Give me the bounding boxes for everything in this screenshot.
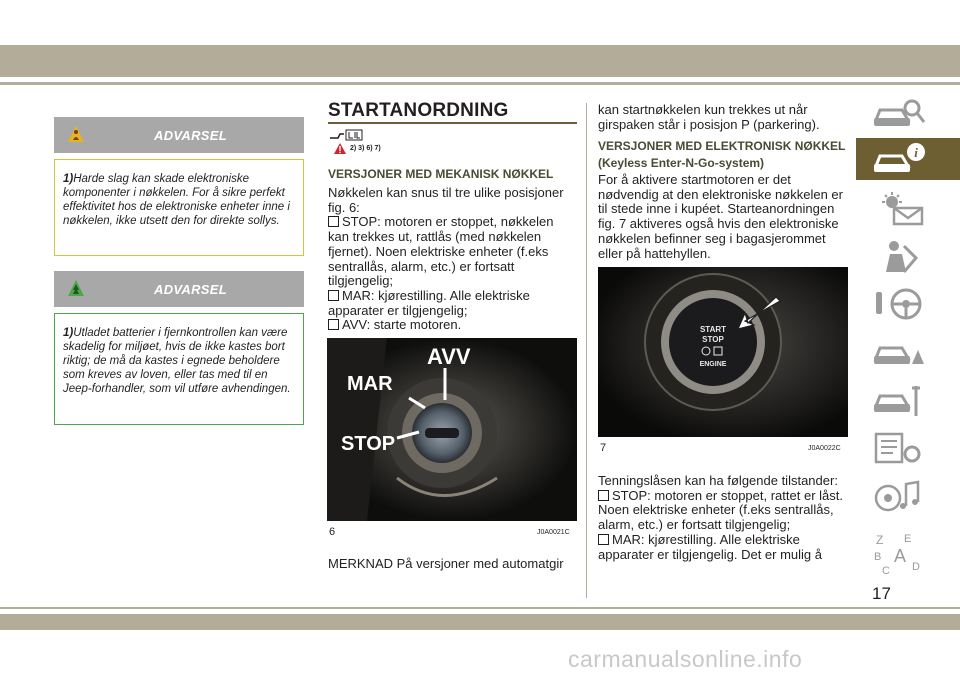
checkbox-icon [328, 290, 339, 301]
svg-text:D: D [912, 561, 920, 573]
tab-car-search[interactable] [856, 92, 960, 134]
airbag-warning-icon [64, 122, 88, 146]
list-item: MAR: kjørestilling. Alle elektriske apparater er tilgjengelig; [328, 287, 530, 318]
button-start: START [699, 325, 727, 334]
top-rule [0, 82, 960, 85]
figure-7-number: 7 [600, 442, 607, 454]
tab-specs[interactable] [856, 426, 960, 468]
mech-heading: VERSJONER MED MEKANISK NØKKEL [328, 167, 554, 181]
svg-text:E: E [904, 533, 912, 545]
warning-refs: 2) 3) 6) 7) [350, 145, 381, 152]
checkbox-icon [328, 216, 339, 227]
note-continued: kan startnøkkelen kun trekkes ut når girspaken står i posisjon P (parkering). [598, 102, 820, 132]
column-divider [586, 103, 587, 598]
section-title: STARTANORDNING [328, 100, 509, 121]
svg-text:i: i [914, 145, 918, 160]
figure-6-number: 6 [329, 526, 336, 538]
elec-intro: For å aktivere startmotoren er det nødvendig at den elektroniske nøkkelen er til stede inne i kupéet. Starteanordningen fig. 7 aktiveres også hvis den elektroniske nøkkelen befinner seg i bagasjerommet eller på hattehyllen. [598, 172, 843, 261]
figure-6-code: J0A0021C [537, 529, 570, 536]
checkbox-icon [598, 534, 609, 545]
key-manual-icon [328, 128, 364, 142]
tab-emergency[interactable] [856, 330, 960, 372]
top-band [0, 45, 960, 77]
checkbox-icon [328, 319, 339, 330]
warning-lights-icon [872, 190, 928, 226]
car-search-icon [872, 96, 928, 132]
tab-warning-lights[interactable] [856, 186, 960, 228]
warning-ref: 1) [63, 327, 74, 339]
warning-text: Harde slag kan skade elektroniske komponenter i nøkkelen. For å sikre perfekt effektivitet hos de elektroniske enheter inne i nøkkelen, ikke utsett den for direkte sollys. [63, 173, 290, 227]
car-info-icon [872, 142, 928, 178]
fig6-label-stop: STOP [341, 433, 396, 455]
warning-title: ADVARSEL [154, 128, 227, 143]
index-icon [872, 530, 928, 576]
svg-text:Z: Z [876, 533, 884, 547]
note-text: MERKNAD På versjoner med automatgir [328, 556, 564, 571]
fig6-label-avv: AVV [427, 344, 471, 369]
button-engine: ENGINE [699, 361, 727, 368]
tab-index[interactable] [856, 526, 960, 576]
bottom-rule [0, 607, 960, 609]
tab-car-info[interactable] [856, 138, 960, 180]
button-stop: STOP [702, 335, 724, 344]
list-item: AVV: starte motoren. [328, 318, 578, 333]
warning-body-1 [54, 159, 304, 256]
mech-text [328, 186, 578, 333]
list-item: STOP: motoren er stoppet, nøkkelen kan trekkes ut, rattlås (med nøkkelen fjernet). Noen elektriske enheter (f.eks sentrallås, alarm, etc.) er fortsatt tilgjengelig; [328, 214, 554, 289]
list-item: MAR: kjørestilling. Alle elektriske apparater er tilgjengelig. Det er mulig å [598, 531, 823, 562]
tab-safety[interactable] [856, 234, 960, 276]
tab-driving[interactable] [856, 282, 960, 324]
mech-intro: Nøkkelen kan snus til tre ulike posisjoner fig. 6: [328, 185, 564, 215]
elec-subheading: (Keyless Enter-N-Go-system) [598, 156, 765, 170]
elec-heading: VERSJONER MED ELEKTRONISK NØKKEL [598, 139, 846, 153]
states-text [598, 474, 848, 562]
safety-icon [872, 238, 928, 274]
multimedia-icon [872, 478, 928, 514]
figure-6-photo [327, 338, 577, 521]
title-rule [328, 122, 577, 124]
danger-triangle-icon [334, 143, 346, 155]
warning-text: Utladet batterier i fjernkontrollen kan være skadelig for miljøet, hvis de ikke kastes bort riktig; de må da kastes i egnede beholdere som kreves av loven, eller tas med til en Jeep-forhandler, som vil utføre avhendingen. [63, 327, 291, 395]
tab-multimedia[interactable] [856, 474, 960, 516]
warning-title: ADVARSEL [154, 282, 227, 297]
environment-warning-icon [64, 276, 88, 300]
svg-text:B: B [874, 551, 882, 563]
page-number: 17 [872, 584, 891, 603]
warning-header-2 [54, 271, 304, 307]
driving-icon [872, 286, 928, 322]
figure-7-code: J0A0022C [808, 445, 841, 452]
emergency-icon [872, 334, 928, 370]
checkbox-icon [598, 490, 609, 501]
svg-text:A: A [894, 546, 907, 566]
list-item: STOP: motoren er stoppet, rattet er låst. Noen elektriske enheter (f.eks sentrallås, alarm, etc.) er fortsatt tilgjengelig; [598, 487, 843, 533]
bottom-band [0, 614, 960, 630]
tab-maintenance[interactable] [856, 378, 960, 420]
watermark: carmanualsonline.info [568, 646, 803, 672]
svg-text:C: C [882, 565, 890, 576]
maintenance-icon [872, 382, 928, 418]
warning-body-2 [54, 313, 304, 425]
warning-ref: 1) [63, 173, 74, 185]
specs-icon [872, 430, 928, 466]
fig6-label-mar: MAR [347, 373, 393, 395]
figure-7-photo [598, 267, 848, 437]
warning-header-1 [54, 117, 304, 153]
states-intro: Tenningslåsen kan ha følgende tilstander: [598, 473, 838, 488]
